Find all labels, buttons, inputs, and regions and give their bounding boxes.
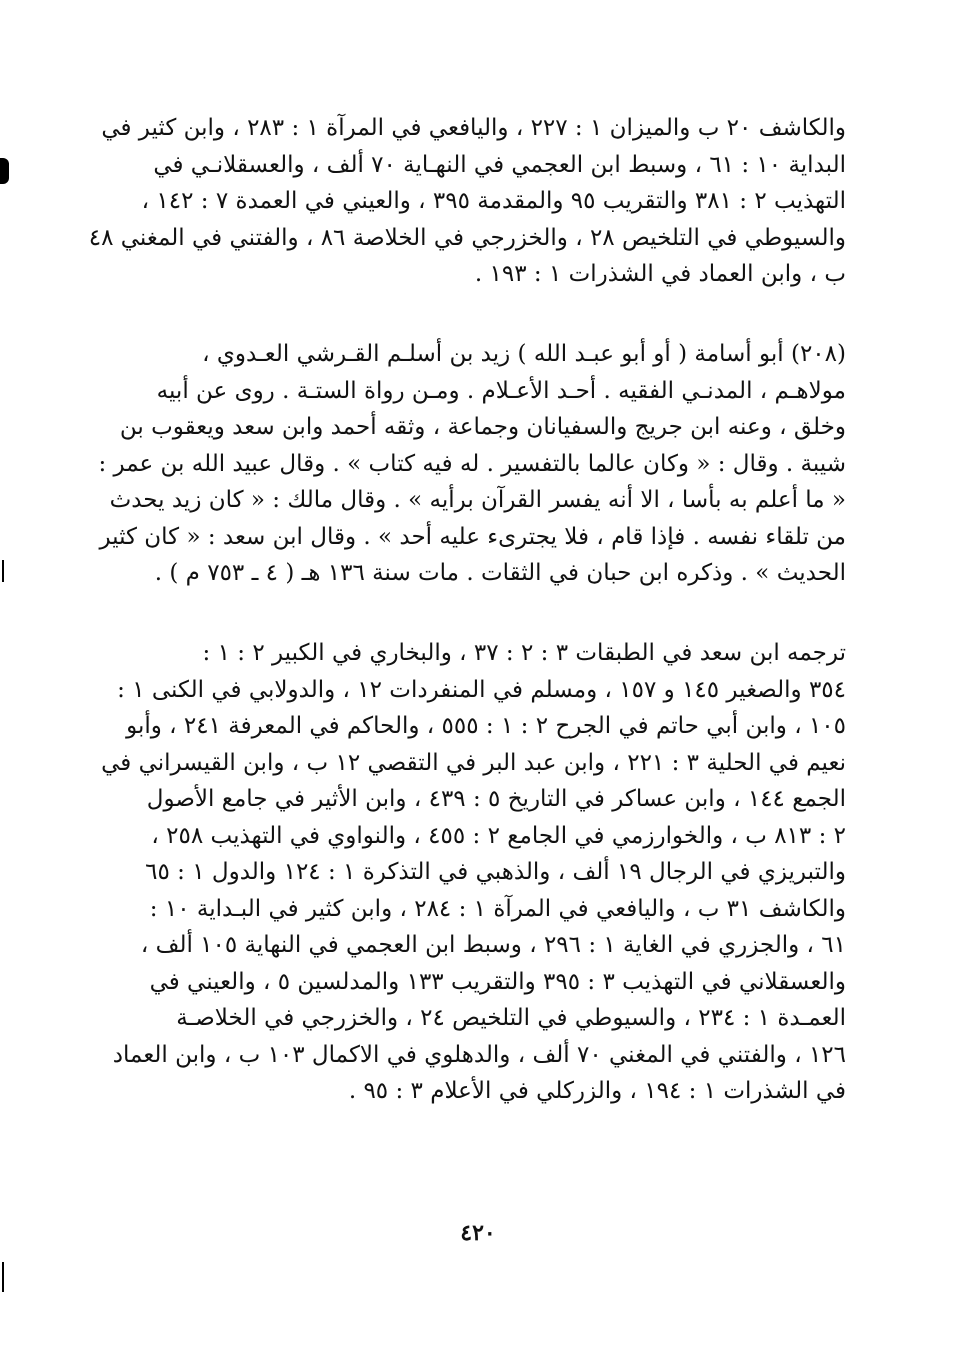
references-paragraph-208 bbox=[101, 635, 846, 1110]
text-line: الحديث » . وذكره ابن حبان في الثقات . مات سنة ١٣٦ هـ ( ٤ ـ ٧٥٣ م ) . bbox=[154, 560, 846, 586]
text-line: والكاشف ٣١ ب ، واليافعي في المرآة ١ : ٢٨٤ ، وابن كثير في البـداية ١٠ : bbox=[149, 895, 846, 922]
text-line: ١٠٥ ، وابن أبي حاتم في الجرح ٢ : ١ : ٥٥٥ ، والحاكم في المعرفة ٢٤١ ، وأبو bbox=[126, 713, 846, 739]
text-line: وخلق ، وعنه ابن جريج والسفيانان وجماعة ، وثقه أحمد وابن سعد ويعقوب بن bbox=[119, 414, 846, 440]
scan-edge-mark bbox=[2, 1262, 4, 1292]
text-line: ٣٥٤ والصغير ١٤٥ و ١٥٧ ، ومسلم في المنفردات ١٢ ، والدولابي في الكنى ١ : bbox=[117, 676, 846, 703]
text-line: التهذيب ٢ : ٣٨١ والتقريب ٩٥ والمقدمة ٣٩٥ ، والعيني في العمدة ٧ : ١٤٢ ، bbox=[141, 188, 846, 214]
text-line: العمـدة ١ : ٢٣٤ ، والسيوطي في التلخيص ٢٤ ، والخزرجي في الخلاصـة bbox=[176, 1005, 846, 1031]
text-line: (٢٠٨) أبو أسامة ( أو أبو عبـد الله ) زيد بن أسلـم القـرشي العـدوي ، bbox=[202, 341, 846, 367]
text-line: شيبة . وقال : « وكان عالما بالتفسير . له فيه كتاب » . وقال عبيد الله بن عمر : bbox=[98, 450, 846, 477]
scan-edge-mark bbox=[0, 158, 9, 184]
text-line: الجمع ١٤٤ ، وابن عساكر في التاريخ ٥ : ٤٣٩ ، وابن الأثير في جامع الأصول bbox=[146, 786, 846, 812]
page-number: ٤٢٠ bbox=[460, 1220, 496, 1246]
references-paragraph-continued bbox=[88, 110, 846, 293]
text-line: « ما أعلم به بأسا ، الا أنه يفسر القرآن برأيه » . وقال مالك : « كان زيد يحدث bbox=[109, 487, 846, 513]
scan-edge-mark bbox=[2, 560, 4, 582]
text-line: البداية ١٠ : ٦١ ، وسبط ابن العجمي في النهـاية ٧٠ ألف ، والعسقلانـي في bbox=[153, 151, 846, 178]
text-line: ٢ : ٨١٣ ب ، والخوارزمي في الجامع ٢ : ٤٥٥ ، والنواوي في التهذيب ٢٥٨ ، bbox=[151, 822, 846, 849]
biography-entry-208 bbox=[98, 336, 846, 592]
text-line: ب ، وابن العماد في الشذرات ١ : ١٩٣ . bbox=[474, 261, 846, 287]
text-line: في الشذرات ١ : ١٩٤ ، والزركلي في الأعلام ٣ : ٩٥ . bbox=[348, 1078, 846, 1104]
text-line: مولاهـم ، المدنـي الفقيه . أحـد الأعـلام . ومـن رواة الستـة . روى عن أبيه bbox=[156, 377, 846, 404]
text-line: ترجمه ابن سعد في الطبقات ٣ : ٢ : ٣٧ ، والبخاري في الكبير ٢ : ١ : bbox=[202, 640, 846, 666]
text-line: من تلقاء نفسه . فإذا قام ، فلا يجترىء عليه أحد » . وقال ابن سعد : « كان كثير bbox=[99, 523, 846, 550]
text-line: ١٢٦ ، والفتني في المغني ٧٠ ألف ، والدهلوي في الاكمال ١٠٣ ب ، وابن العماد bbox=[112, 1041, 846, 1068]
text-line: نعيم في الحلية ٣ : ٢٢١ ، وابن عبد البر في التقصي ١٢ ب ، وابن القيسراني في bbox=[101, 749, 846, 776]
text-line: والسيوطي في التلخيص ٢٨ ، والخزرجي في الخلاصة ٨٦ ، والفتني في المغني ٤٨ bbox=[88, 224, 846, 251]
text-line: والعسقلاني في التهذيب ٣ : ٣٩٥ والتقريب ١٣٣ والمدلسين ٥ ، والعيني في bbox=[149, 968, 846, 995]
text-line: والتبريزي في الرجال ١٩ ألف ، والذهبي في التذكرة ١ : ١٢٤ والدول ١ : ٦٥ bbox=[145, 859, 846, 885]
text-line: ٦١ ، والجزري في الغاية ١ : ٢٩٦ ، وسبط ابن العجمي في النهاية ١٠٥ ألف ، bbox=[140, 932, 846, 958]
text-line: والكاشف ٢٠ ب والميزان ١ : ٢٢٧ ، واليافعي في المرآة ١ : ٢٨٣ ، وابن كثير في bbox=[101, 115, 846, 141]
